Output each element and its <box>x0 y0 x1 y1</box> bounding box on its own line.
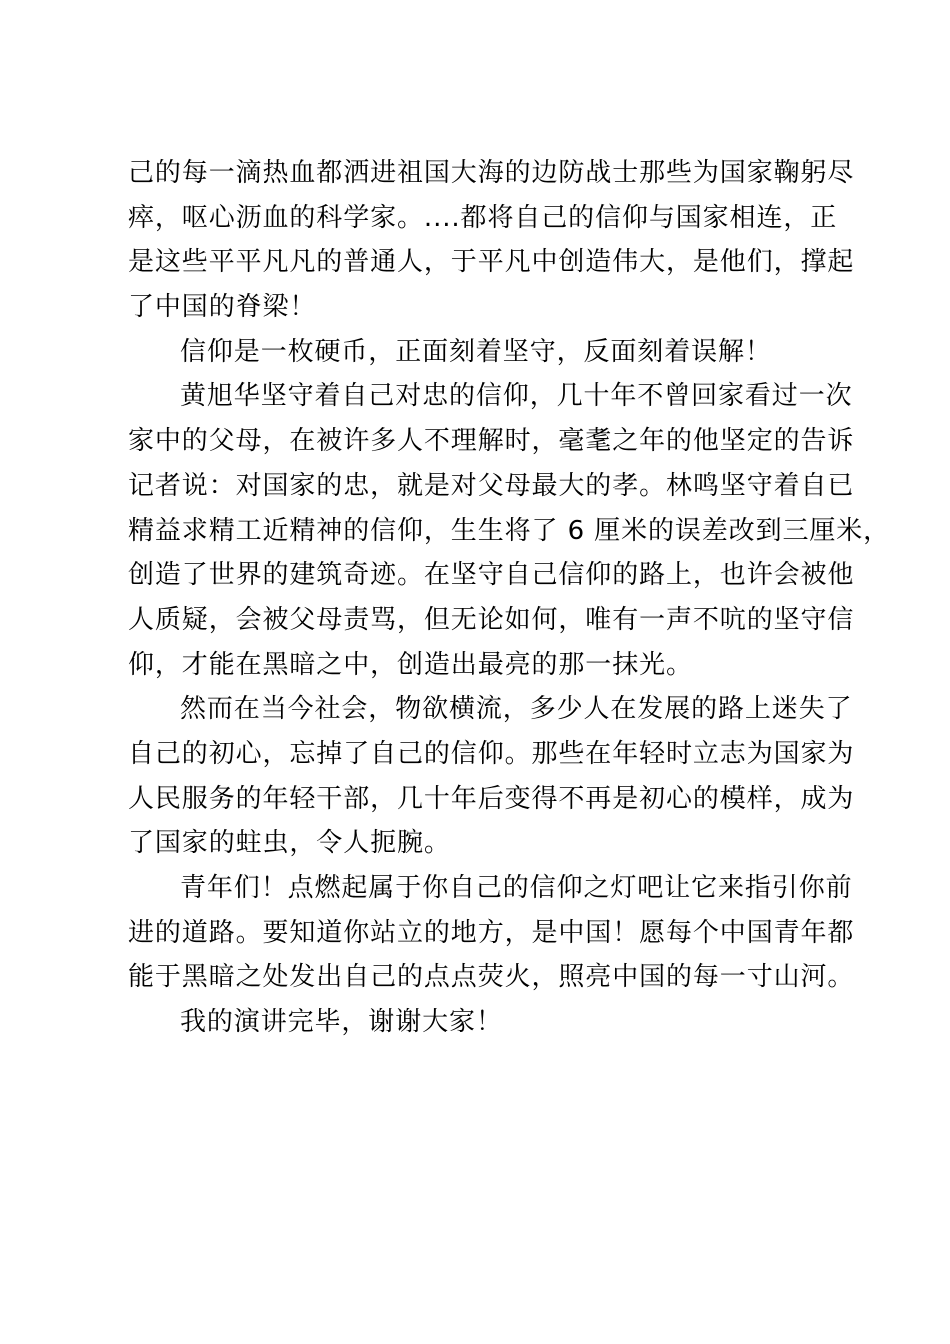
text-line: 能于黑暗之处发出自己的点点荧火，照亮中国的每一寸山河。 <box>128 962 855 993</box>
text-line: 瘁，呕心沥血的科学家。....都将自己的信仰与国家相连，正 <box>128 202 838 233</box>
text-line-paragraph-start: 我的演讲完毕，谢谢大家！ <box>180 1007 503 1038</box>
text-line: 人民服务的年轻干部，几十年后变得不再是初心的模样，成为 <box>128 783 855 814</box>
text-line: 创造了世界的建筑奇迹。在坚守自己信仰的路上，也许会被他 <box>128 560 855 591</box>
text-line: 仰，才能在黑暗之中，创造出最亮的那一抹光。 <box>128 649 693 680</box>
text-line: 了国家的蛀虫，令人扼腕。 <box>128 828 451 859</box>
text-line: 进的道路。要知道你站立的地方，是中国！愿每个中国青年都 <box>128 917 855 948</box>
speech-text-body <box>128 151 891 1045</box>
text-line-paragraph-start: 黄旭华坚守着自己对忠的信仰，几十年不曾回家看过一次 <box>180 381 853 412</box>
text-line: 精益求精工近精神的信仰，生生将了 6 厘米的误差改到三厘米， <box>128 515 891 546</box>
text-line: 记者说：对国家的忠，就是对父母最大的孝。林鸣坚守着自已 <box>128 470 855 501</box>
text-line: 家中的父母，在被许多人不理解时，毫耄之年的他坚定的告诉 <box>128 426 855 457</box>
text-line-paragraph-start: 然而在当今社会，物欲横流，多少人在发展的路上迷失了 <box>180 694 853 725</box>
text-line: 自己的初心，忘掉了自己的信仰。那些在年轻时立志为国家为 <box>128 738 855 769</box>
text-line: 了中国的脊梁！ <box>128 292 317 323</box>
text-line: 是这些平平凡凡的普通人，于平凡中创造伟大，是他们，撑起 <box>128 247 855 278</box>
text-line: 人质疑，会被父母责骂，但无论如何，唯有一声不吭的坚守信 <box>128 604 855 635</box>
text-line: 己的每一滴热血都洒进祖国大海的边防战士那些为国家鞠躬尽 <box>128 158 855 188</box>
text-line-paragraph-start: 信仰是一枚硬币，正面刻着坚守，反面刻着误解！ <box>180 336 772 367</box>
text-line-paragraph-start: 青年们！点燃起属于你自己的信仰之灯吧让它来指引你前 <box>180 873 853 903</box>
